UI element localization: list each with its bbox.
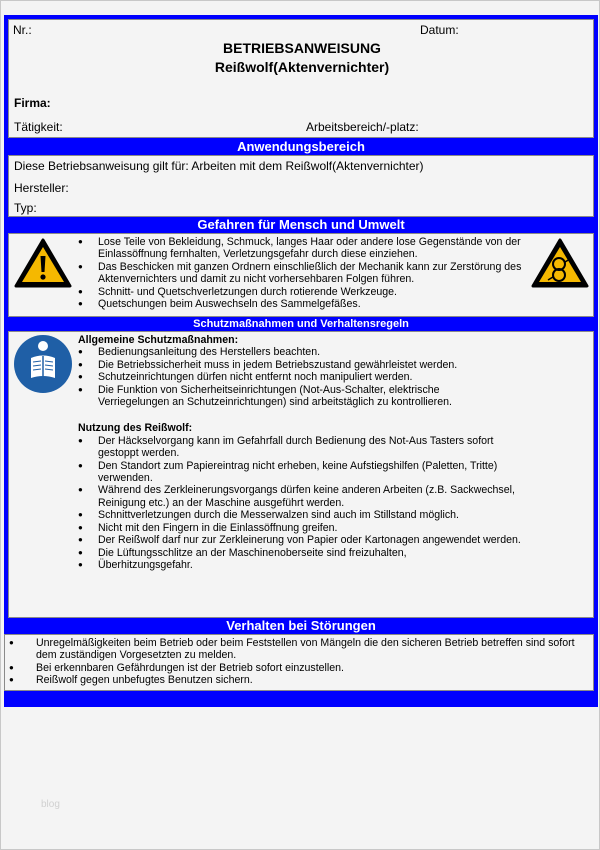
schutz-content	[78, 334, 583, 571]
stoerungen-panel	[4, 634, 594, 691]
allgemeine-schutzmassnahmen-title: Allgemeine Schutzmaßnahmen:	[78, 334, 239, 346]
schutz-panel	[8, 331, 594, 618]
stoerungen-item: ● Unregelmäßigkeiten beim Betrieb oder beim Feststellen von Mängeln die den sicheren Betrieb betreffen sind sofort dem zuständigen Vorgesetzten zu melden.	[9, 637, 589, 662]
nutzung-item: ● Schnittverletzungen durch die Messerwalzen sind auch im Stillstand möglich.	[78, 509, 528, 521]
nutzung-item: ● Überhitzungsgefahr.	[78, 559, 528, 571]
nutzung-item: ● Während des Zerkleinerungsvorgangs dürfen keine anderen Arbeiten (z.B. Sackwechsel, Reinigung etc.) an der Maschine ausgeführt werden.	[78, 484, 528, 509]
arbeitsbereich-label: Arbeitsbereich/-platz:	[306, 120, 419, 134]
gefahren-panel	[8, 233, 594, 317]
nutzung-reisswolf-title: Nutzung des Reißwolf:	[78, 422, 193, 435]
gefahren-item: ● Quetschungen beim Auswechseln des Sammelgefäßes.	[78, 298, 526, 310]
datum-label: Datum:	[420, 23, 459, 37]
nutzung-item: ● Nicht mit den Fingern in die Einlassöffnung greifen.	[78, 522, 528, 534]
stoerungen-item: ● Bei erkennbaren Gefährdungen ist der Betrieb sofort einzustellen.	[9, 662, 589, 674]
nutzung-item: ● Den Standort zum Papiereintrag nicht erheben, keine Aufstiegshilfen (Paletten, Tritte) verwenden.	[78, 460, 523, 485]
hersteller-label: Hersteller:	[14, 181, 69, 195]
nr-label: Nr.:	[13, 23, 32, 37]
schutz-heading: Schutzmaßnahmen und Verhaltensregeln	[193, 318, 409, 330]
document-title: BETRIEBSANWEISUNG	[223, 40, 381, 56]
nutzung-item: ● Der Häckselvorgang kann im Gefahrfall durch Bedienung des Not-Aus Tasters sofort gestoppt werden.	[78, 435, 528, 460]
anwendungsbereich-heading: Anwendungsbereich	[237, 139, 365, 154]
nutzung-reisswolf-list	[78, 435, 528, 571]
taetigkeit-label: Tätigkeit:	[14, 120, 63, 134]
warning-exclamation-icon	[13, 237, 73, 289]
watermark-text: blog	[41, 799, 60, 810]
gefahren-list	[78, 236, 526, 310]
anwendungsbereich-panel	[8, 155, 594, 217]
stoerungen-heading: Verhalten bei Störungen	[226, 618, 376, 633]
stoerungen-item: ● Reißwolf gegen unbefugtes Benutzen sichern.	[9, 674, 589, 686]
typ-label: Typ:	[14, 201, 37, 215]
gefahren-heading: Gefahren für Mensch und Umwelt	[197, 217, 405, 232]
schutz-item: ● Die Betriebssicherheit muss in jedem Betriebszustand gewährleistet werden.	[78, 359, 583, 371]
gefahren-item: ● Lose Teile von Bekleidung, Schmuck, langes Haar oder andere lose Gegenstände von der Einlassöffnung fernhalten, Verletzungsgefahr durch diese einziehen.	[78, 236, 526, 261]
allgemeine-schutzmassnahmen-list	[78, 346, 583, 408]
schutz-item: ● Schutzeinrichtungen dürfen nicht entfernt noch manipuliert werden.	[78, 371, 583, 383]
gefahren-item: ● Das Beschicken mit ganzen Ordnern einschließlich der Mechanik kann zur Zerstörung des Aktenvernichters und damit zu nicht vorhersehbaren Folgen führen.	[78, 261, 526, 286]
header-panel	[8, 19, 594, 138]
nutzung-item: ● Der Reißwolf darf nur zur Zerkleinerung von Papier oder Kartonagen angewendet werden.	[78, 534, 528, 546]
nutzung-item: ● Die Lüftungsschlitze an der Maschinenoberseite sind freizuhalten,	[78, 547, 528, 559]
read-manual-icon	[13, 334, 73, 394]
rotating-rollers-warning-icon	[530, 237, 590, 289]
firma-label: Firma:	[14, 96, 51, 110]
document-subtitle: Reißwolf(Aktenvernichter)	[214, 59, 390, 75]
gefahren-item: ● Schnitt- und Quetschverletzungen durch rotierende Werkzeuge.	[78, 286, 526, 298]
schutz-item: ● Bedienungsanleitung des Herstellers beachten.	[78, 346, 583, 358]
anwendungsbereich-text: Diese Betriebsanweisung gilt für: Arbeiten mit dem Reißwolf(Aktenvernichter)	[14, 159, 424, 173]
stoerungen-list	[9, 637, 589, 687]
schutz-item: ● Die Funktion von Sicherheitseinrichtungen (Not-Aus-Schalter, elektrische Verriegelungen an Schutzeinrichtungen) sind arbeitstäglich zu kontrollieren.	[78, 384, 508, 409]
